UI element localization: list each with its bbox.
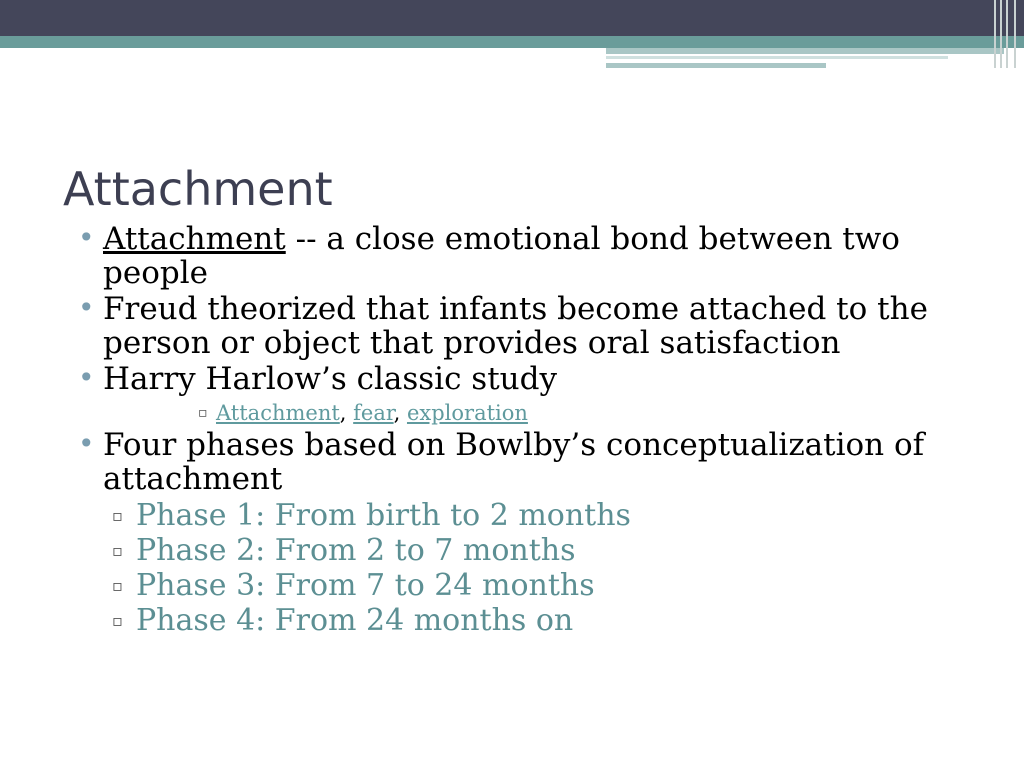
bullet-item bbox=[76, 292, 976, 360]
slide-accent-line bbox=[994, 0, 996, 68]
link-separator: , bbox=[339, 401, 354, 425]
phase-text: Phase 4: From 24 months on bbox=[136, 603, 574, 638]
bullet-icon: • bbox=[78, 221, 95, 254]
link-separator: , bbox=[393, 401, 407, 425]
slide-accent-line bbox=[1014, 0, 1016, 68]
bullet-icon: • bbox=[78, 291, 95, 324]
sub-bullet-icon: ▫ bbox=[112, 506, 123, 525]
harlow-links-row bbox=[76, 398, 976, 428]
slide-title: Attachment bbox=[63, 162, 333, 216]
sub-bullet-icon: ▫ bbox=[112, 611, 123, 630]
bullet-icon: • bbox=[78, 427, 95, 460]
phase-text: Phase 1: From birth to 2 months bbox=[136, 498, 631, 533]
slide-accent-stripe bbox=[606, 63, 826, 68]
bullet-item bbox=[76, 222, 976, 290]
slide-accent-line bbox=[1000, 0, 1002, 68]
phase-item bbox=[76, 603, 976, 638]
sub-bullet-icon: ▫ bbox=[112, 541, 123, 560]
phase-text: Phase 2: From 2 to 7 months bbox=[136, 533, 576, 568]
bullet-icon: • bbox=[78, 361, 95, 394]
bullet-item bbox=[76, 362, 976, 396]
slide-teal-band bbox=[0, 36, 1024, 48]
phase-item bbox=[76, 498, 976, 533]
slide-accent-line bbox=[1006, 0, 1008, 68]
phase-text: Phase 3: From 7 to 24 months bbox=[136, 568, 595, 603]
bullet-text: Four phases based on Bowlby’s conceptualization of attachment bbox=[103, 427, 925, 497]
sub-bullet-icon: ▫ bbox=[198, 405, 208, 421]
sub-bullet-icon: ▫ bbox=[112, 576, 123, 595]
bullet-text: -- a close emotional bond between two people bbox=[103, 221, 900, 291]
bullet-text: Harry Harlow’s classic study bbox=[103, 361, 557, 397]
link-fear[interactable]: fear bbox=[353, 401, 394, 425]
slide-accent-stripe bbox=[606, 56, 948, 59]
bullet-item bbox=[76, 428, 976, 496]
slide-accent-stripe bbox=[606, 48, 1004, 54]
phase-item bbox=[76, 533, 976, 568]
bullet-text: Freud theorized that infants become attached to the person or object that provides oral satisfaction bbox=[103, 291, 928, 361]
bullet-term: Attachment bbox=[103, 221, 286, 257]
link-exploration[interactable]: exploration bbox=[406, 401, 528, 425]
phase-item bbox=[76, 568, 976, 603]
slide-content bbox=[76, 222, 976, 638]
slide-header-bar bbox=[0, 0, 1024, 36]
link-attachment[interactable]: Attachment bbox=[216, 401, 340, 425]
